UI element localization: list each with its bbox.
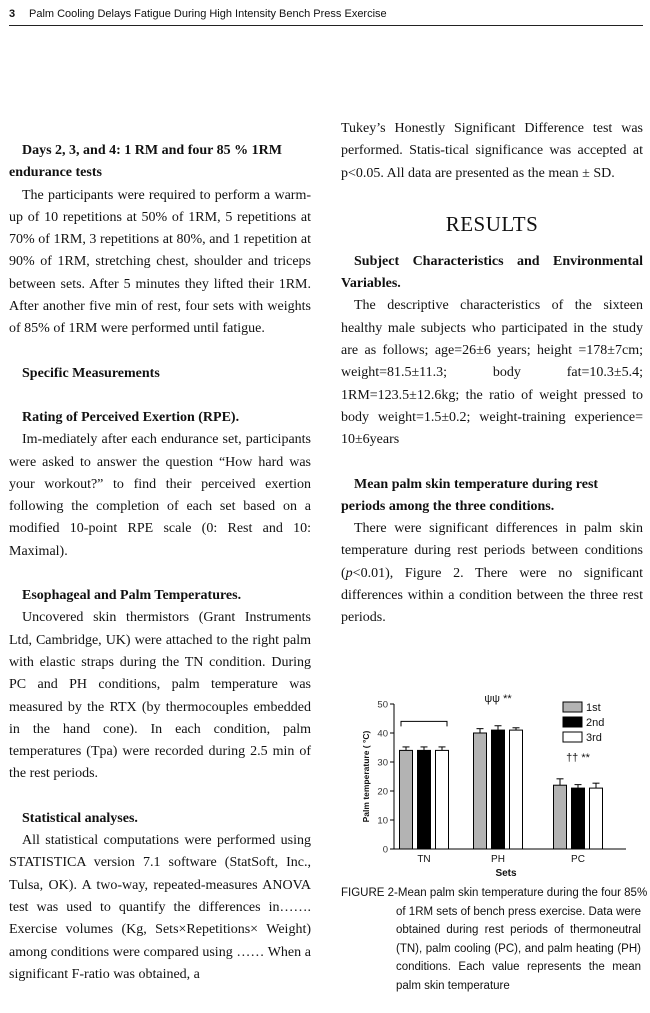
paragraph-statistics: All statistical computations were performed using STATISTICA version 7.1 software (StatSoft, Inc., Tulsa, OK). A two-way, repeated-measures ANOVA test was used to quantify the differences in……. Exercise volumes (Kg, Sets×Repetitions× Weight) among conditions were compared using …… When a significant F-ratio was obtained, a <box>9 833 311 982</box>
y-tick-label: 30 <box>377 757 388 769</box>
y-tick-label: 50 <box>377 699 388 711</box>
heading-statistics: Statistical analyses. <box>22 810 138 826</box>
caption-rest: of 1RM sets of bench press exercise. Data were obtained during rest periods of thermoneutral (TN), palm cooling (PC), and palm heating (PH) conditions. Each value represents the mean palm skin temperature <box>396 905 641 992</box>
bar <box>590 788 603 849</box>
legend-label: 1st <box>586 702 601 714</box>
ph-significance-label: ψψ ** <box>484 693 512 705</box>
paragraph-days: The participants were required to perform a warm-up of 10 repetitions at 50% of 1RM, 5 repetitions at 70% of 1RM, 3 repetitions at 80%, and 1 repetition at 90% of 1RM, stretching chest, shoulder and triceps between sets. After 5 minutes they lifted their 1RM. After another five min of rest, four sets with weights of 85% of 1RM were performed until fatigue. <box>9 187 311 337</box>
bar <box>418 750 431 849</box>
heading-rpe: Rating of Perceived Exertion (RPE). <box>22 409 240 425</box>
paragraph-subject: The descriptive characteristics of the sixteen healthy male subjects who participated in the study are as follows; age=26±6 years; height =178±7cm; weight=81.5±11.3; body fat=10.3±5.4; 1RM=123.5±12.6kg; the ratio of weight pressed to body weight=1.5±0.2; weight-training experience= 10±6years <box>341 298 643 448</box>
paragraph-rpe: Im-mediately after each endurance set, participants were asked to answer the question “How hard was your workout?” to find their perceived exertion following the completion of each set based on a modified 10-point RPE scale (0: Rest and 10: Maximal). <box>9 432 311 559</box>
bar <box>436 750 449 849</box>
paragraph-esophageal: Uncovered skin thermistors (Grant Instruments Ltd, Cambridge, UK) were attached to the right palm with elastic straps during the TN condition. During PC and PH conditions, palm temperature was measured by the RTX (by thermocouples embedded in the hand cone). In each condition, palm temperatures (Tpa) were recorded during 2.5 min of the rest periods. <box>9 610 311 782</box>
paragraph-mean-palm: There were significant differences in palm skin temperature during rest periods between conditions (p<0.01), Figure 2. There were no significant differences within a condition between the three rest periods. <box>341 521 643 626</box>
y-tick-label: 20 <box>377 786 388 798</box>
pc-significance-label: †† ** <box>566 752 590 764</box>
caption-label: FIGURE 2- <box>341 887 398 899</box>
y-tick-label: 10 <box>377 815 388 827</box>
figure-2-chart <box>356 688 632 883</box>
bar <box>400 750 413 849</box>
bar <box>510 730 523 849</box>
paragraph-tukey: Tukey’s Honestly Significant Difference test was performed. Statis-tical significance was accepted at p<0.05. All data are presented as the mean ± SD. <box>341 121 643 181</box>
left-column <box>9 140 311 986</box>
legend-swatch <box>563 732 582 742</box>
x-tick-label: PH <box>491 854 505 865</box>
running-header <box>9 6 643 26</box>
bar <box>572 788 585 849</box>
running-title: Palm Cooling Delays Fatigue During High Intensity Bench Press Exercise <box>29 8 387 20</box>
heading-specific: Specific Measurements <box>22 365 160 381</box>
legend-swatch <box>563 702 582 712</box>
legend-label: 2nd <box>586 717 605 729</box>
heading-esophageal: Esophageal and Palm Temperatures. <box>22 588 242 604</box>
bar <box>474 733 487 849</box>
figure-caption <box>341 884 647 995</box>
bar <box>492 730 505 849</box>
heading-days: Days 2, 3, and 4: 1 RM and four 85 % 1RM endurance tests <box>9 143 282 181</box>
legend-swatch <box>563 717 582 727</box>
heading-subject: Subject Characteristics and Environmental Variables. <box>341 253 643 292</box>
x-tick-label: TN <box>417 854 431 865</box>
y-tick-label: 0 <box>382 844 388 856</box>
results-title: RESULTS <box>445 211 539 236</box>
page-number: 3 <box>9 8 16 20</box>
bar <box>554 785 567 849</box>
x-tick-label: PC <box>571 854 585 865</box>
right-column <box>341 118 643 630</box>
heading-mean-palm: Mean palm skin temperature during rest periods among the three conditions. <box>341 476 599 514</box>
legend-label: 3rd <box>586 732 602 744</box>
y-axis-label: Palm temperature ( °C) <box>361 730 371 823</box>
bar-chart <box>356 688 632 883</box>
x-axis-label: Sets <box>495 868 517 879</box>
y-tick-label: 40 <box>377 728 388 740</box>
tn-bracket <box>401 721 447 726</box>
caption-first-line: Mean palm skin temperature during the four 85% <box>397 887 647 899</box>
